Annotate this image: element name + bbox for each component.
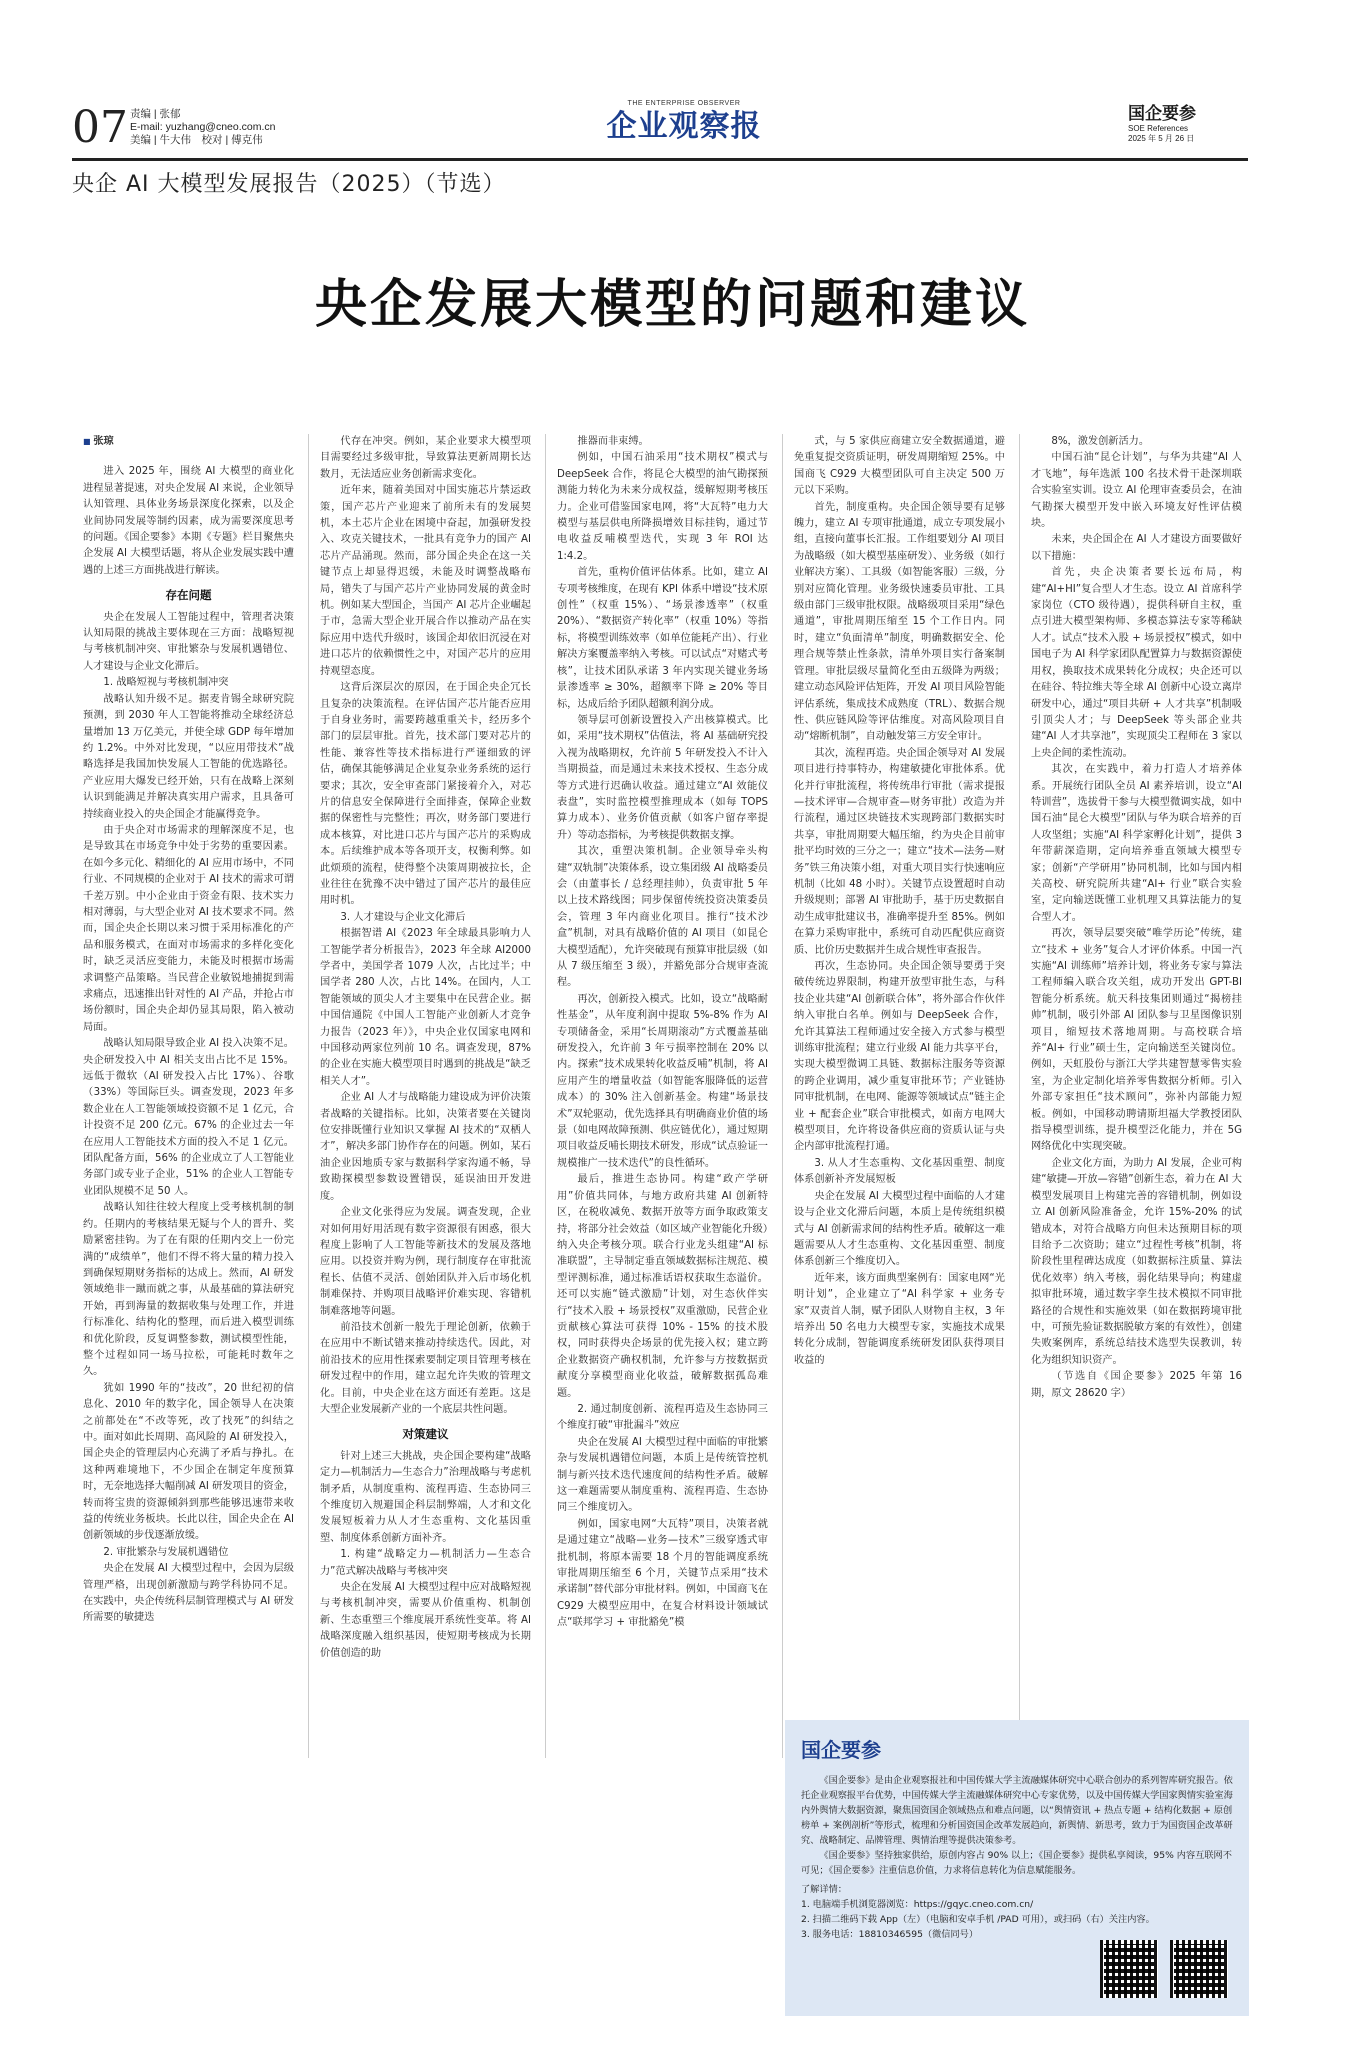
paragraph: 这背后深层次的原因，在于国企央企冗长且复杂的决策流程。在评估国产芯片能否应用于自身业务时，需要跨越重重关卡，经历多个部门的层层审批。首先，技术部门要对芯片的性能、兼容性等技术指标进行严谨细致的评估，确保其能够满足企业复杂业务系统的运行要求；其次，安全审查部门紧接着介入，对芯片的信息安全保障进行全面排查，保障企业数据的保密性与完整性；再次，财务部门要进行成本核算，对比进口芯片与国产芯片的采购成本。后续维护成本等各项开支，权衡利弊。如此烦琐的流程，使得整个决策周期被拉长，企业往往在犹豫不决中错过了国产芯片的最佳应用时机。 — [320, 682, 531, 907]
paragraph: 最后，推进生态协同。构建“政产学研用”价值共同体，与地方政府共建 AI 创新特区，在税收减免、数据开放等方面争取政策支持，将部分社会效益（如区域产业智能化升级）纳入央企考核分项。联合行业龙头组建“AI 标准联盟”，主导制定垂直领域数据标注规范、模型评测标准，通过标准话语权获取生态溢价。还可以实施“链式激励”计划，对生态伙伴实行“技术入股 + 场景授权”双重激励，民营企业贡献核心算法可获得 10% - 15% 的技术股权，同时获得央企场景的优先接入权；建立跨企业数据资产确权机制，允许参与方按数据贡献度分享模型商业化收益，破解数据孤岛难题。 — [557, 1174, 768, 1399]
paragraph: 再次，领导层要突破“唯学历论”传统，建立“技术 + 业务”复合人才评价体系。中国一汽实施“AI 训练师”培养计划，将业务专家与算法工程师编入联合攻关组，成功开发出 GPT-BI 智能分析系统。航天科技集团则通过“揭榜挂帅”机制，吸引外部 AI 团队参与卫星图像识别项目，缩短技术落地周期。与高校联合培养“AI+ 行业”硕士生，定向输送至关键岗位。例如，天虹股份与浙江大学共建智慧零售实验室，为企业定制化培养零售数据分析师。引入外部专家担任“技术顾问”，弥补内部能力短板。例如，中国移动聘请斯坦福大学教授团队指导模型训练，提升模型泛化能力，并在 5G 网络优化中实现突破。 — [1031, 928, 1242, 1153]
info-box-item-app[interactable]: 2. 扫描二维码下载 App（左）（电脑和安卓手机 /PAD 可用），或扫码（右）关注内容。 — [801, 1914, 1155, 1925]
info-box-intro-2: 《国企要参》坚持独家供给，原创内容占 90% 以上；《国企要参》提供私享阅读，95% 内容互联网不可见；《国企要参》注重信息价值，力求将信息转化为信息赋能服务。 — [801, 1850, 1232, 1876]
masthead-english: THE ENTERPRISE OBSERVER — [627, 100, 741, 107]
paragraph: 由于央企对市场需求的理解深度不足，也是导致其在市场竞争中处于劣势的重要因素。在如今多元化、精细化的 AI 应用市场中，不同行业、不同规模的企业对于 AI 技术的需求可谓千差万别。中小企业由于资金有限、技术实力相对薄弱，与大型企业对 AI 技术要求不同。然而，国企央企长期以来习惯于采用标准化的产品和服务模式，在面对市场需求的多样化变化时，缺乏灵活应变能力，未能及时根据市场需求调整产品策略。当民营企业敏锐地捕捉到需求痛点，迅速推出针对性的 AI 产品，并抢占市场份额时，国企央企却仍显其局限，陷入被动局面。 — [83, 824, 294, 1033]
column-title: 国企要参 — [1128, 104, 1196, 123]
paragraph: 其次，重塑决策机制。企业领导牵头构建“双轨制”决策体系，设立集团级 AI 战略委员会（由董事长 / 总经理挂帅），负责审批 5 年以上技术路线图；同步保留传统投资决策委员会，管理 3 年内商业化项目。推行“技术沙盒”机制，对具有战略价值的 AI 项目（如昆仑大模型适配），允许突破现有预算审批层级（如从 7 级压缩至 3 级），并豁免部分合规审查流程。 — [557, 846, 768, 989]
section-heading: 存在问题 — [165, 588, 212, 603]
info-box-intro: 《国企要参》是由企业观察报社和中国传媒大学主流融媒体研究中心联合创办的系列智库研究报告。依托企业观察报平台优势，中国传媒大学主流融媒体研究中心专家优势，以及中国传媒大学国家舆情实验室海内外舆情大数据资源，聚焦国资国企领域热点和难点问题，以“舆情资讯 + 热点专题 + 结构化数据 + 原创榜单 + 案例剖析”等形式，梳理和分析国资国企改革发展趋向，新舆情、新思考，致力于为国资国企改革研究、战略制定、品牌管理、舆情治理等提供决策参考。 — [801, 1775, 1233, 1846]
page-number: 07 — [72, 102, 128, 153]
section-heading: 对策建议 — [402, 1427, 449, 1442]
editor-credits — [130, 108, 275, 147]
info-box-list — [801, 1897, 1233, 1942]
text-column-1 — [83, 434, 294, 1758]
paragraph: 8%，激发创新活力。 — [1051, 436, 1150, 447]
paragraph: 央企在发展人工智能过程中，管理者决策认知局限的挑战主要体现在三方面：战略短视与考核机制冲突、审批繁杂与发展机遇错位、人才建设与企业文化滞后。 — [83, 611, 294, 672]
paragraph: 首先，制度重构。央企国企领导要有足够魄力，建立 AI 专项审批通道，成立专项发展小组，直接向董事长汇报。工作组要划分 AI 项目为战略级（如大模型基座研发）、业务级（如行业解决方案）、工具级（如智能客服）三级，分别对应简化管理。业务级快速委员审批、工具级由部门三级审批权限。战略级项目采用“绿色通道”，审批周期压缩至 15 个工作日内。同时，建立“负面清单”制度，明确数据安全、伦理合规等禁止性条款，清单外项目实行备案制管理。审批层级尽量简化至由五级降为两级；建立动态风险评估矩阵，开发 AI 项目风险智能评估系统，集成技术成熟度（TRL）、数据合规性、供应链风险等评估维度。对高风险项目自动“熔断机制”，自动触发第三方安全审计。 — [794, 501, 1005, 743]
paragraph: 首先，重构价值评估体系。比如，建立 AI 专项考核维度，在现有 KPI 体系中增设“技术原创性”（权重 15%）、“场景渗透率”（权重 20%）、“数据资产转化率”（权重 10%）等指标，将模型训练效率（如单位能耗产出）、行业解决方案覆盖率纳入考核。可以试点“对赌式考核”，让技术团队承诺 3 年内实现关键业务场景渗透率 ≥ 30%，超额率下降 ≥ 20% 等目标，达成后给予团队超额利润分成。 — [557, 567, 768, 710]
text-column-5 — [1031, 434, 1242, 1704]
paragraph: 未来，央企国企在 AI 人才建设方面要做好以下措施： — [1031, 534, 1242, 562]
qr-code-follow[interactable] — [1170, 1940, 1228, 1998]
editor-line: 责编 | 张郁 — [130, 108, 181, 120]
paragraph: 1. 战略短视与考核机制冲突 — [103, 677, 229, 689]
text-column-3 — [557, 434, 768, 1758]
paragraph: 推器而非束缚。 — [577, 436, 649, 447]
info-box-item-phone: 3. 服务电话：18810346595（微信同号） — [801, 1929, 979, 1940]
paragraph: 战略认知升级不足。据麦肯锡全球研究院预测，到 2030 年人工智能将推动全球经济总量增加 13 万亿美元，并使全球 GDP 每年增加约 1.2%。中外对比发现，“以应用带技术”战略选择是我国加快发展人工智能的优选路径。产业应用大爆发已经开始，只有在战略上深刻认识到能满足并解决真实用户需求，且具备可持续商业投入的央企国企才能赢得竞争。 — [83, 693, 294, 820]
paragraph: 进入 2025 年，围绕 AI 大模型的商业化进程显著提速，对央企发展 AI 来说，企业领导认知管理、具体业务场景深度化探索，以及企业间协同发展等制约因素，成为需要深度思考的问题。《国企要参》本期《专题》栏目聚焦央企发展 AI 大模型话题，将从企业发展实践中遭遇的上述三方面挑战进行解读。 — [83, 466, 294, 576]
masthead-logo — [590, 100, 778, 156]
paragraph: 式，与 5 家供应商建立安全数据通道，避免重复提交资质证明，研发周期缩短 25%。中国商飞 C929 大模型团队可自主决定 500 万元以下采购。 — [794, 436, 1005, 497]
paragraph: 首先，央企决策者要长远布局，构建“AI+HI”复合型人才生态。设立 AI 首席科学家岗位（CTO 级待遇），提供科研自主权，重点引进大模型架构师、多模态算法专家等稀缺人才。试点“技术入股 + 场景授权”模式，如中国电子为 AI 科学家团队配置算力与数据资源使用权，换取技术成果转化分成权；央企还可以在硅谷、特拉维夫等全球 AI 创新中心设立离岸研发中心，通过“项目共研 + 人才共享”机制吸引顶尖人才；与 DeepSeek 等头部企业共建“AI 人才共享池”，实现顶尖工程师在 3 家以上央企间的柔性流动。 — [1031, 567, 1242, 759]
column-name — [1128, 104, 1248, 144]
qr-code-app[interactable] — [1100, 1940, 1158, 1998]
paragraph: 央企在发展 AI 大模型过程中面临的人才建设与企业文化滞后问题，本质上是传统组织模式与 AI 创新需求间的结构性矛盾。破解这一难题需要从人才生态重构、文化基因重塑、制度体系创新三个维度切入。 — [794, 1190, 1005, 1268]
article-title: 央企发展大模型的问题和建议 — [314, 274, 1030, 335]
paragraph: 近年来，该方面典型案例有：国家电网“光明计划”，企业建立了“AI 科学家 + 业务专家”双责首人制，赋予团队人财物自主权，3 年培养出 50 名电力大模型专家，实施技术成果转化分成制，智能调度系统研发团队获得项目收益的 — [794, 1272, 1005, 1366]
header-rule — [72, 158, 1248, 161]
paragraph: 企业 AI 人才与战略能力建设成为评价决策者战略的关键指标。比如，决策者要在关键岗位安排既懂行业知识又掌握 AI 技术的“双栖人才”，解决多部门协作存在的问题。例如，某石油企业因地质专家与数据科学家沟通不畅，导致勘探模型参数设置错误，延误油田开发进度。 — [320, 1092, 531, 1202]
info-box-detail-label: 了解详情： — [801, 1884, 847, 1895]
paragraph: 再次，生态协同。央企国企领导要勇于突破传统边界限制，构建开放型审批生态，与科技企业共建“AI 创新联合体”，将外部合作伙伴纳入审批白名单。例如与 DeepSeek 合作，允许其算法工程师通过安全接入方式参与模型训练审批流程；建立行业级 AI 能力共享平台，实现大模型微调工具链、数据标注服务等资源的跨企业调用，减少重复审批环节；产业链协同审批机制，在电网、能源等领域试点“链主企业 + 配套企业”联合审批模式，如南方电网大模型项目，允许将设备供应商的资质认证与央企内部审批流程打通。 — [794, 961, 1005, 1153]
masthead-chinese: 企业观察报 — [606, 109, 762, 144]
paragraph: 犹如 1990 年的“技改”，20 世纪初的信息化、2010 年的数字化，国企领导人在决策之前都处在“不改等死，改了找死”的纠结之中。面对如此长周期、高风险的 AI 研发投入，国企央企的管理层内心充满了矛盾与挣扎。在这种两难境地下，不少国企在制定年度预算时，无奈地选择大幅削减 AI 研发项目的资金，转而将宝贵的资源倾斜到那些能够迅速带来收益的传统业务板块。长此以往，国企央企在 AI 创新领域的步伐逐渐放缓。 — [83, 1382, 294, 1542]
paragraph: 根据智谱 AI《2023 年全球最具影响力人工智能学者分析报告》，2023 年全球 AI2000 学者中，美国学者 1079 人次，占比过半；中国学者 280 人次，占比 14%。在国内，人工智能领域的顶尖人才主要集中在民营企业。据中国信通院《中国人工智能产业创新人才竞争力报告（2023 年）》，中央企业仅国家电网和中国移动两家位列前 10 名。调查发现，87% 的企业在实施大模型项目时遇到的挑战是“缺乏相关人才”。 — [320, 928, 531, 1087]
art-editor-line: 美编 | 牛大伟 校对 | 傅克伟 — [130, 134, 263, 146]
paragraph: 战略认知往往较大程度上受考核机制的制约。任期内的考核结果无疑与个人的晋升、奖励紧密挂钩。为了在有限的任期内交上一份完满的“成绩单”，他们不得不将大量的精力投入到确保短期财务指标的达成上。然而，AI 研发领域绝非一蹴而就之事，从最基础的算法研究开始，再到海量的数据收集与处理工作，并进行标准化、结构化的整理，而后进入模型训练和优化阶段，反复调整参数，测试模型性能，整个过程如同一场马拉松，可能耗时数年之久。 — [83, 1202, 294, 1378]
paragraph: （节选自《国企要参》2025 年第 16 期，原文 28620 字） — [1031, 1371, 1242, 1399]
paragraph: 3. 人才建设与企业文化滞后 — [340, 911, 466, 923]
paragraph: 其次，流程再造。央企国企领导对 AI 发展项目进行持事特办，构建敏捷化审批体系。优化并行审批流程，将传统串行审批（需求提报—技术评审—合规审查—财务审批）改造为并行流程，通过区块链技术实现跨部门数据实时共享，审批周期要大幅压缩，约为央企目前审批平均时效的三分之一；建立“技术—法务—财务”铁三角决策小组，对重大项目实行快速响应机制（比如 48 小时）。关键节点设置超时自动升级规则；部署 AI 审批助手，基于历史数据自动生成审批建议书，准确率提升至 85%。例如在算力采购审批中，系统可自动匹配供应商资质、比价历史数据并生成合规性审查报告。 — [794, 747, 1005, 956]
paragraph: 央企在发展 AI 大模型过程中面临的审批繁杂与发展机遇错位问题，本质上是传统管控机制与新兴技术迭代速度间的结构性矛盾。破解这一难题需要从制度重构、流程再造、生态协同三个维度切入。 — [557, 1436, 768, 1514]
paragraph: 央企在发展 AI 大模型过程中应对战略短视与考核机制冲突，需要从价值重构、机制创新、生态重塑三个维度展开系统性变革。将 AI 战略深度融入组织基因，使短期考核成为长期价值创造的助 — [320, 1582, 531, 1659]
paragraph: 近年来，随着美国对中国实施芯片禁运政策，国产芯片产业迎来了前所未有的发展契机，本土芯片企业在困境中奋起，加强研发投入、攻克关键技术，一批具有竞争力的国产 AI 芯片产品涌现。然而，部分国企央企在这一关键节点上却显得迟缓，未能及时调整战略布局，错失了与国产芯片产业协同发展的黄金时机。例如某大型国企，当国产 AI 芯片企业崛起于市，急需大型企业开展合作以推动产品在实际应用中迭代升级时，该国企却依旧沉浸在对进口芯片的依赖惯性之中，对国产芯片的应用持观望态度。 — [320, 485, 531, 677]
article-body — [83, 434, 1249, 1758]
paragraph: 再次，创新投入模式。比如，设立“战略耐性基金”，从年度利润中提取 5%-8% 作为 AI 专项储备金，采用“长周期滚动”方式覆盖基础研发投入，允许前 3 年亏损率控制在 20% 以内。探索“技术成果转化收益反哺”机制，将 AI 应用产生的增量收益（如智能客服降低的运营成本）的 30% 注入创新基金。构建“场景技术”双轮驱动，优先选择具有明确商业价值的场景（如电网故障预测、供应链优化），通过短期项目收益反哺长期技术研发，形成“试点验证一规模推广一技术迭代”的良性循环。 — [557, 993, 768, 1169]
paragraph: 其次，在实践中，着力打造人才培养体系。开展统行团队全员 AI 素养培训，设立“AI 特训营”，选拔骨干参与大模型微调实战，如中国石油“昆仑大模型”团队与华为联合培养的百人攻坚组；实施“AI 科学家孵化计划”，提供 3 年带薪深造期，定向培养垂直领域大模型专家；创新“产学研用”协同机制，比如与国内相关高校、研究院所共建“AI+ 行业”联合实验室，定向输送既懂工业机理又具算法能力的复合型人才。 — [1031, 764, 1242, 923]
text-column-2 — [320, 434, 531, 1758]
info-box-title: 国企要参 — [801, 1738, 881, 1762]
issue-date: 2025 年 5 月 26 日 — [1128, 134, 1195, 143]
paragraph: 2. 通过制度创新、流程再造及生态协同三个维度打破“审批漏斗”效应 — [557, 1403, 768, 1432]
paragraph: 领导层可创新设置投入产出核算模式。比如，采用“技术期权”估值法，将 AI 基础研究投入视为战略期权，允许前 5 年研发投入不计入当期损益，而是通过未来技术授权、生态分成等方式进行迟确认收益。通过建立“AI 效能仪表盘”，实时监控模型推理成本（如每 TOPS 算力成本）、业务价值贡献（如客户留存率提升）等动态指标，为考核提供数据支撑。 — [557, 714, 768, 841]
paragraph: 代存在冲突。例如，某企业要求大模型项目需要经过多级审批，导致算法更新周期长达数月，无法适应业务创新需求变化。 — [320, 436, 531, 480]
text-column-4 — [794, 434, 1005, 1704]
paragraph: 例如，国家电网“大瓦特”项目，决策者就是通过建立“战略—业务—技术”三级穿透式审批机制，将原本需要 18 个月的智能调度系统审批周期压缩至 6 个月，关键节点采用“技术承诺制”替代部分审批材料。例如，中国商飞在 C929 大模型应用中，在复合材料设计领域试点“联邦学习 + 审批豁免”模 — [557, 1518, 768, 1629]
paragraph: 针对上述三大挑战，央企国企要构建“战略定力—机制活力—生态合力”治理战略与考虑机制矛盾，从制度重构、流程再造、生态协同三个维度切入规避国企科层制弊端，人才和文化发展短板着力从人才生态重构、文化基因重塑、制度体系创新方面补齐。 — [320, 1450, 531, 1544]
paragraph: 战略认知局限导致企业 AI 投入决策不足。央企研发投入中 AI 相关支出占比不足 15%。远低于微软（AI 研发投入占比 17%）、谷歌（33%）等国际巨头。调查发现，2023 年多数企业在人工智能领域投资额不足 1 亿元，合计投资不足 200 亿元。67% 的企业过去一年在应用人工智能技术方面的投入不足 1 亿元。团队配备方面，56% 的企业成立了人工智能业务部门或专业子企业，51% 的企业人工智能专业团队规模不足 50 人。 — [83, 1038, 294, 1197]
paragraph: 例如，中国石油采用“技术期权”模式与 DeepSeek 合作，将昆仑大模型的油气勘探预测能力转化为未来分成权益，缓解短期考核压力。企业可借鉴国家电网，将“大瓦特”电力大模型与基层供电所降损增效目标挂钩，通过节电收益反哺模型迭代，实现 3 年 ROI 达 1:4.2。 — [557, 452, 768, 562]
page-header — [72, 100, 1248, 156]
paragraph: 3. 从人才生态重构、文化基因重塑、制度体系创新补齐发展短板 — [794, 1157, 1005, 1186]
paragraph: 2. 审批繁杂与发展机遇错位 — [103, 1546, 229, 1558]
editor-email: E-mail: yuzhang@cneo.com.cn — [130, 121, 276, 133]
section-subtitle: 央企 AI 大模型发展报告（2025）（节选） — [72, 172, 506, 197]
paragraph: 1. 构建“战略定力—机制活力—生态合力”范式解决战略与考核冲突 — [320, 1549, 531, 1577]
paragraph: 央企在发展 AI 大模型过程中，会因为层级管理严格，出现创新激励与跨学科协同不足。在实践中，央企传统科层制管理模式与 AI 研发所需要的敏捷迭 — [83, 1563, 294, 1624]
paragraph: 企业文化方面，为助力 AI 发展，企业可构建“敏捷—开放—容错”创新生态，着力在 AI 大模型发展项目上构建完善的容错机制，例如设立 AI 创新风险准备金，允许 15%-20% 的试错成本，对符合战略方向但未达预期目标的项目给予二次资助；建立“过程性考核”机制，将阶段性里程碑达成度（如数据标注质量、算法优化效率）纳入考核，弱化结果导向；构建虚拟审批环境，通过数字孪生技术模拟不同审批路径的合规性和实施效果（如在数据跨境审批中，可预先验证数据脱敏方案的有效性），创建失败案例库，系统总结技术选型失误教训，转化为组织知识资产。 — [1031, 1157, 1242, 1366]
paragraph: 中国石油“昆仑计划”，与华为共建“AI 人才飞地”，每年选派 100 名技术骨干赴深圳联合实验室实训。设立 AI 伦理审查委员会，在油气勘探大模型开发中嵌入环境友好性评估模块。 — [1031, 452, 1242, 530]
paragraph: 前沿技术创新一般先于理论创新，依赖于在应用中不断试错来推动持续迭代。因此，对前沿技术的应用性探索要制定项目管理考核在研发过程中的作用，建立起允许失败的管理文化。目前，中央企业在这方面还有差距。这是大型企业发展新产业的一个底层共性问题。 — [320, 1321, 531, 1415]
column-english: SOE References — [1128, 124, 1189, 133]
info-box-item-web[interactable]: 1. 电脑端手机浏览器浏览：https://gqyc.cneo.com.cn/ — [801, 1899, 1034, 1910]
paragraph: 企业文化张得应为发展。调查发现，企业对如何用好用活现有数字资源很有困惑，很大程度上影响了人工智能等新技术的发展及落地应用。以投资并购为例，现行制度存在审批流程长、估值不灵活、创始团队并入后市场化机制难保持、并购项目战略评价难实现、容错机制难落地等问题。 — [320, 1207, 531, 1317]
author-byline: ■ 张琼 — [83, 434, 294, 450]
